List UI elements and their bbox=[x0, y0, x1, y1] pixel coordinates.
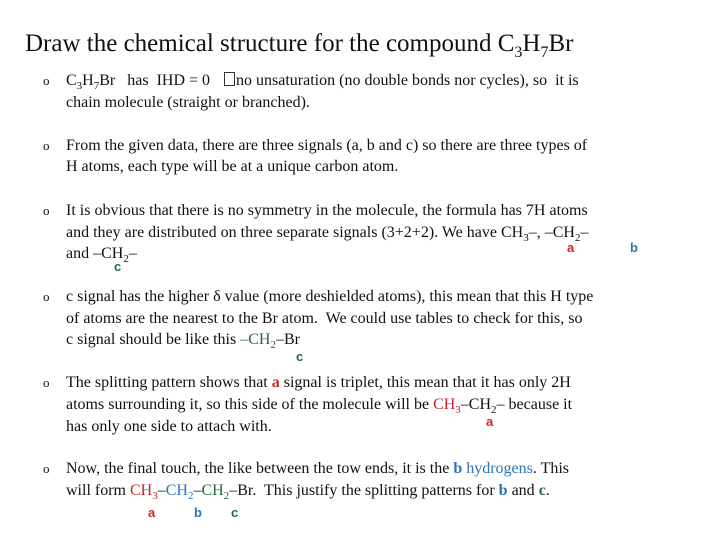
bullet-marker: o bbox=[43, 461, 50, 476]
title-text: Br bbox=[548, 30, 574, 57]
text-segment: and they are distributed on three separate signals (3+2+2). We have CH bbox=[66, 224, 524, 241]
text-segment: –CH bbox=[240, 331, 271, 348]
slide-title bbox=[25, 30, 573, 62]
text-segment: It is obvious that there is no symmetry in the molecule, the formula has 7H atoms bbox=[66, 202, 588, 219]
text-segment: c bbox=[538, 482, 546, 499]
text-segment: – bbox=[580, 224, 589, 241]
text-segment: –, –CH bbox=[528, 224, 575, 241]
text-segment: has only one side to attach with. bbox=[66, 418, 272, 435]
subscript: 3 bbox=[523, 232, 529, 244]
text-segment: H bbox=[82, 72, 94, 89]
subscript: 2 bbox=[491, 404, 497, 416]
text-line bbox=[66, 157, 398, 177]
text-segment: b bbox=[498, 482, 508, 499]
text-line bbox=[66, 201, 588, 221]
text-line bbox=[66, 93, 310, 113]
title-text: Draw the chemical structure for the compound C bbox=[25, 30, 515, 57]
text-segment: CH bbox=[130, 482, 153, 499]
text-line bbox=[66, 136, 587, 156]
text-line bbox=[66, 71, 579, 91]
text-segment: CH bbox=[201, 482, 224, 499]
text-line bbox=[66, 309, 583, 329]
subscript: 2 bbox=[223, 490, 230, 502]
text-line bbox=[66, 287, 593, 307]
label-a: a bbox=[486, 414, 494, 429]
text-line bbox=[66, 330, 300, 350]
text-line bbox=[66, 417, 272, 437]
label-c: c bbox=[296, 349, 304, 364]
bullet-marker: o bbox=[43, 375, 50, 390]
title-sub: 7 bbox=[540, 44, 549, 61]
label-c: c bbox=[114, 259, 122, 274]
text-segment: Br has IHD = 0 bbox=[99, 72, 219, 89]
text-segment: The splitting pattern shows that bbox=[66, 374, 272, 391]
text-line bbox=[66, 481, 550, 501]
text-segment: chain molecule (straight or branched). bbox=[66, 94, 310, 111]
label-a: a bbox=[148, 505, 156, 520]
text-segment: b bbox=[453, 460, 463, 477]
text-line bbox=[66, 223, 588, 243]
text-segment: – bbox=[157, 482, 166, 499]
missing-glyph-icon bbox=[224, 72, 235, 86]
text-segment: c signal has the higher δ value (more deshielded atoms), this mean that this H type bbox=[66, 288, 594, 305]
text-line bbox=[66, 373, 571, 393]
text-segment: Now, the final touch, the like between the tow ends, it is the bbox=[66, 460, 454, 477]
text-segment: H atoms, each type will be at a unique carbon atom. bbox=[66, 158, 399, 175]
title-sub: 3 bbox=[514, 44, 523, 61]
text-segment: – bbox=[128, 245, 137, 262]
label-b: b bbox=[194, 505, 202, 520]
text-line bbox=[66, 459, 569, 479]
text-segment: –Br. This justify the splitting patterns for bbox=[229, 482, 499, 499]
text-segment: signal is triplet, this mean that it has only 2H bbox=[279, 374, 571, 391]
label-c: c bbox=[231, 505, 239, 520]
bullet-marker: o bbox=[43, 289, 50, 304]
text-segment: . This bbox=[532, 460, 570, 477]
title-text: H bbox=[522, 30, 541, 57]
subscript: 3 bbox=[455, 404, 461, 416]
text-segment: no unsaturation (no double bonds nor cycles), so it is bbox=[236, 72, 579, 89]
label-b: b bbox=[630, 240, 638, 255]
text-segment: CH bbox=[165, 482, 188, 499]
text-segment: of atoms are the nearest to the Br atom. We could use tables to check for this, so bbox=[66, 310, 583, 327]
text-segment: c signal should be like this bbox=[66, 331, 241, 348]
subscript: 2 bbox=[187, 490, 194, 502]
text-segment: a bbox=[271, 374, 280, 391]
subscript: 2 bbox=[270, 339, 276, 351]
text-segment: and bbox=[507, 482, 539, 499]
subscript: 7 bbox=[93, 80, 100, 92]
subscript: 3 bbox=[76, 80, 83, 92]
text-segment: and –CH bbox=[66, 245, 124, 262]
label-a: a bbox=[567, 240, 575, 255]
bullet-marker: o bbox=[43, 73, 50, 88]
bullet-marker: o bbox=[43, 138, 50, 153]
text-segment: will form bbox=[66, 482, 130, 499]
text-segment: – bbox=[193, 482, 202, 499]
subscript: 3 bbox=[152, 490, 158, 502]
text-segment: –Br bbox=[275, 331, 300, 348]
text-segment: hydrogens bbox=[462, 460, 533, 477]
text-segment: C bbox=[66, 72, 77, 89]
text-line bbox=[66, 244, 137, 264]
subscript: 2 bbox=[574, 232, 581, 244]
text-segment: –CH bbox=[460, 396, 492, 413]
text-segment: – because it bbox=[496, 396, 573, 413]
subscript: 2 bbox=[123, 253, 129, 265]
bullet-marker: o bbox=[43, 203, 50, 218]
text-segment: . bbox=[545, 482, 550, 499]
text-segment: CH bbox=[433, 396, 456, 413]
text-segment: atoms surrounding it, so this side of the molecule will be bbox=[66, 396, 434, 413]
text-segment: From the given data, there are three signals (a, b and c) so there are three types of bbox=[66, 137, 588, 154]
text-line bbox=[66, 395, 572, 415]
